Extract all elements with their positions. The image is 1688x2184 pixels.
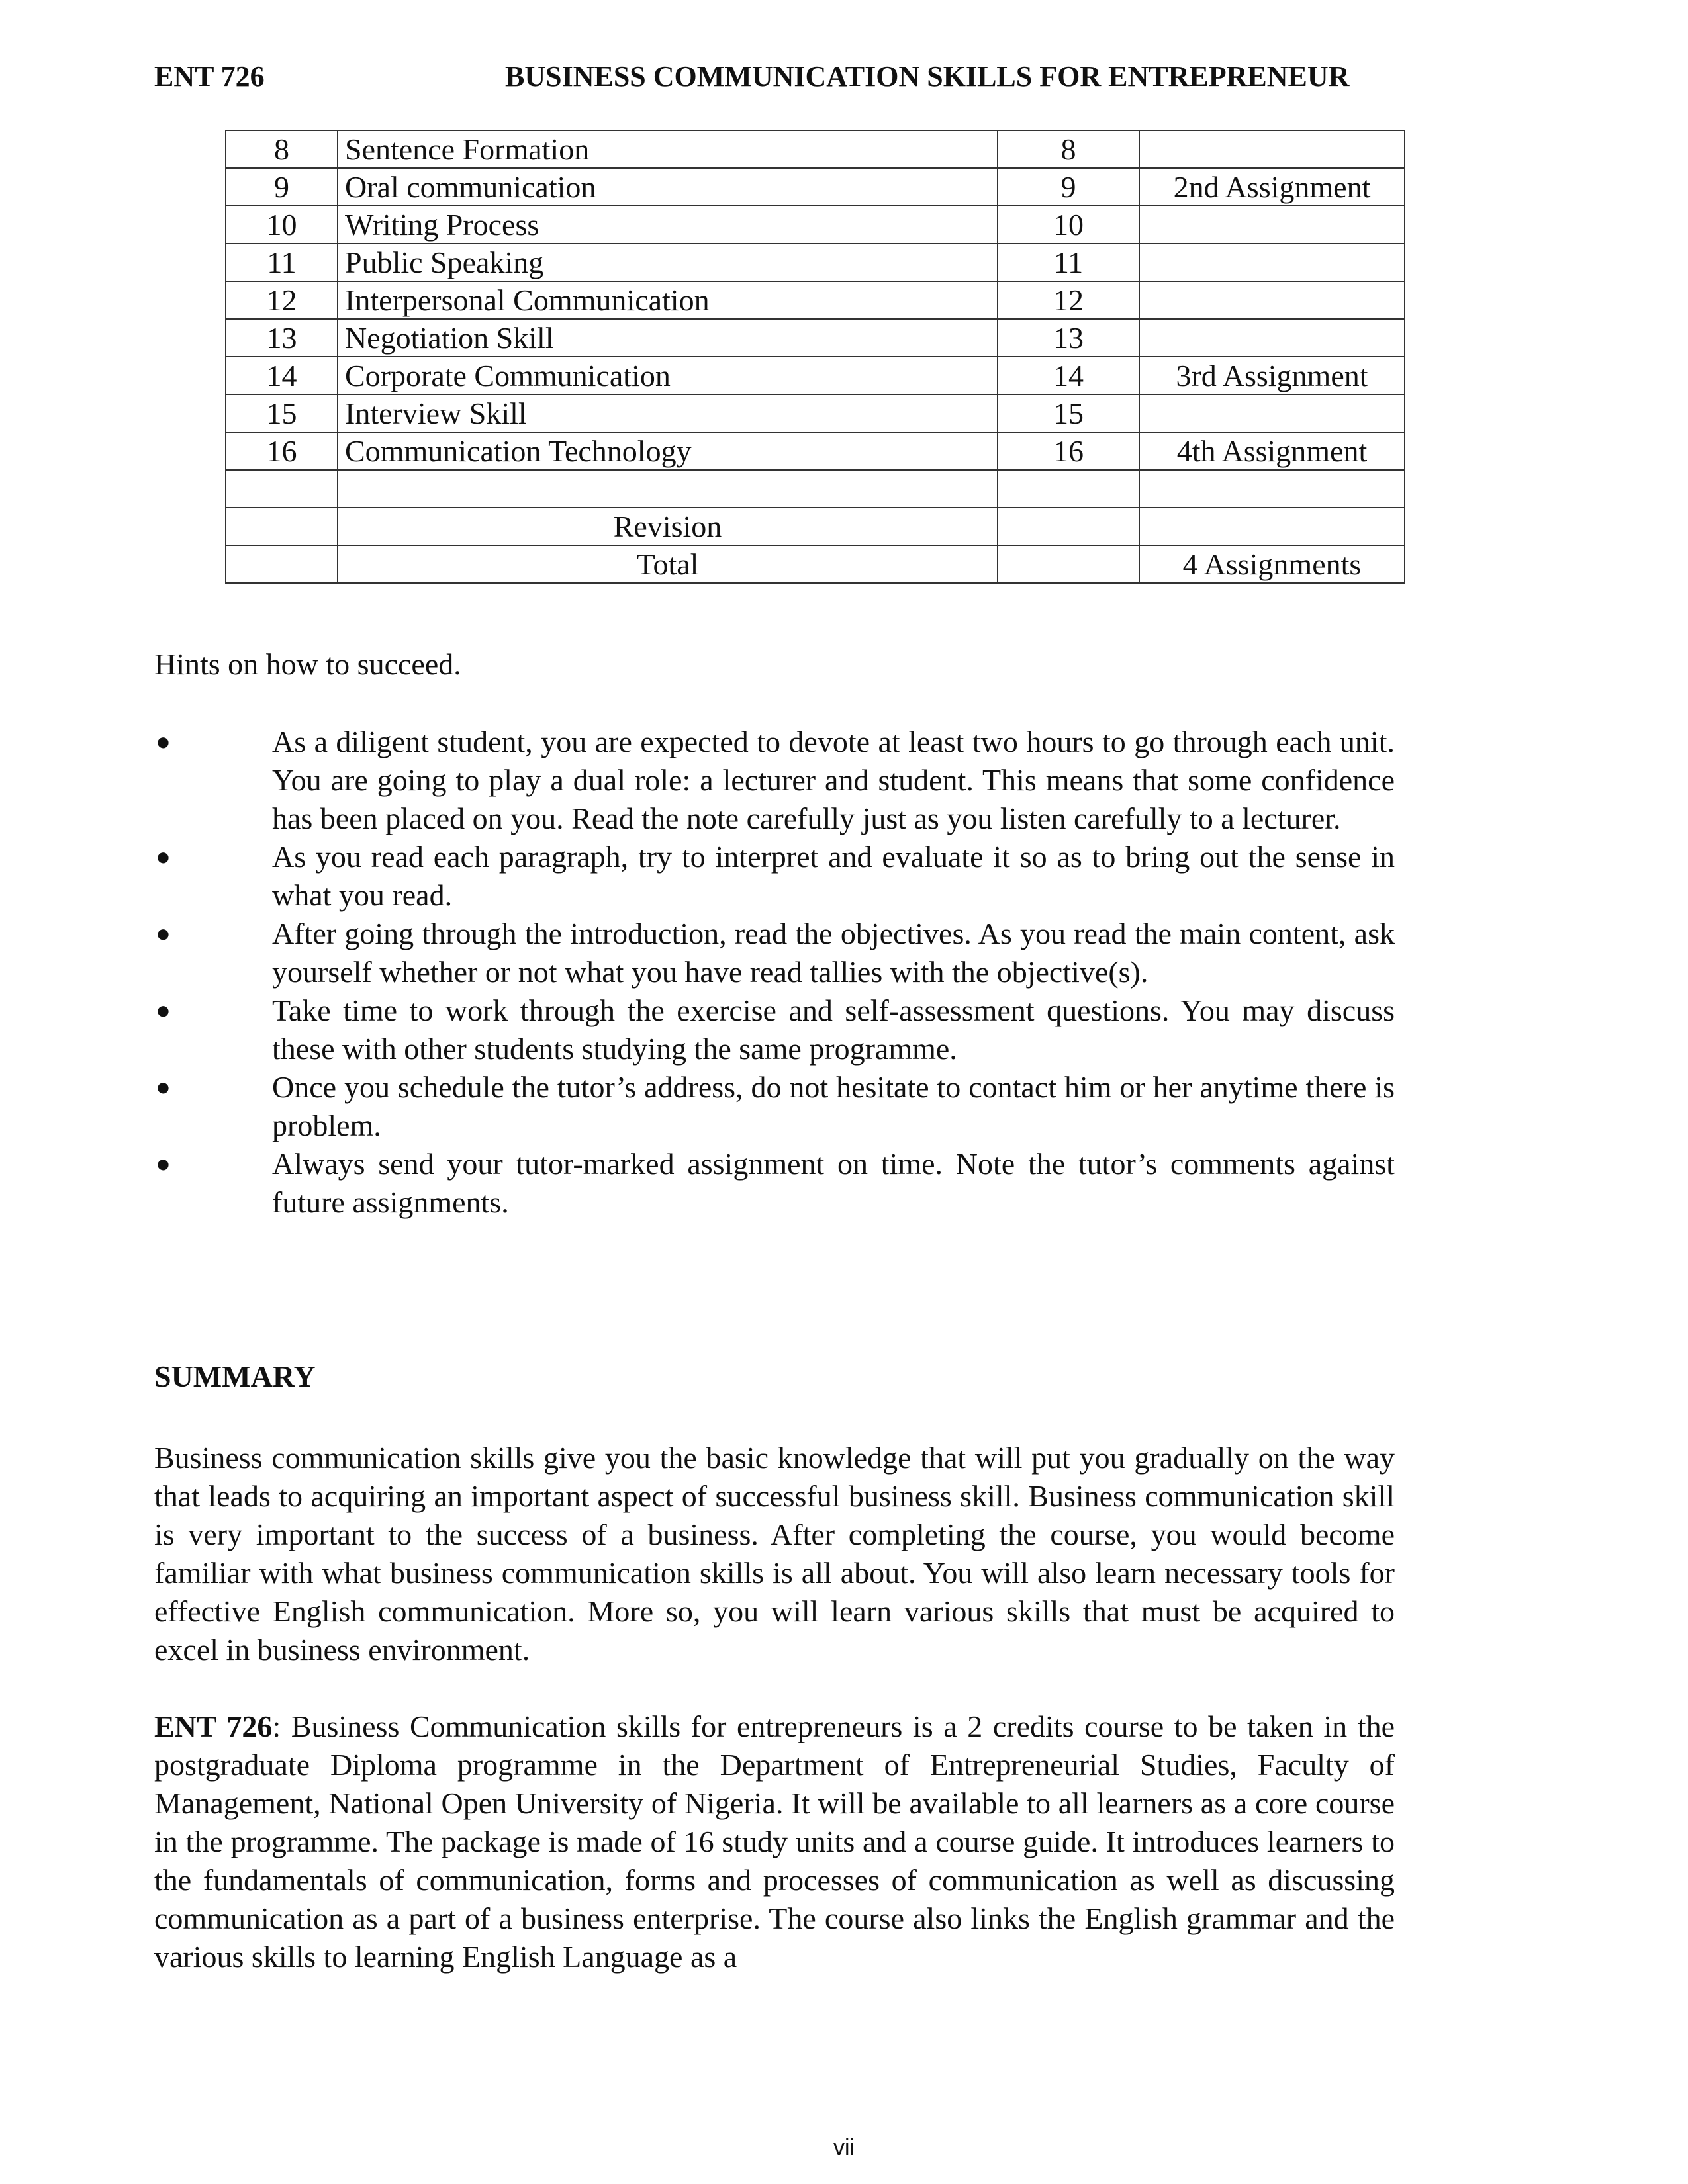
unit-number-cell: 15 (226, 394, 338, 432)
assignment-cell (1139, 470, 1405, 508)
unit-title-cell: Interview Skill (338, 394, 998, 432)
unit-number-cell: 16 (226, 432, 338, 470)
table-row (226, 168, 1405, 206)
bullet-icon: ● (156, 728, 171, 756)
unit-number-cell (226, 508, 338, 545)
week-cell: 8 (998, 130, 1139, 168)
unit-number-cell (226, 545, 338, 583)
list-item (154, 1145, 1395, 1222)
unit-number-cell (226, 470, 338, 508)
page-number: vii (833, 2135, 855, 2160)
header-course-code: ENT 726 (154, 60, 265, 93)
table-row (226, 281, 1405, 319)
total-label: Total (338, 545, 998, 583)
course-description-paragraph (154, 1707, 1395, 1976)
list-item (154, 723, 1395, 838)
course-code-emphasis: ENT 726 (154, 1709, 273, 1743)
assignment-cell (1139, 394, 1405, 432)
hint-text: As you read each paragraph, try to interpret and evaluate it so as to bring out the sense in what you read. (272, 840, 1395, 912)
list-item (154, 991, 1395, 1068)
hint-text: After going through the introduction, read the objectives. As you read the main content, ask yourself whether or not what you have read tallies with the objective(s). (272, 917, 1395, 989)
list-item (154, 915, 1395, 991)
table-row (226, 130, 1405, 168)
week-cell (998, 508, 1139, 545)
table-row (226, 357, 1405, 394)
bullet-icon: ● (156, 920, 171, 948)
week-cell: 13 (998, 319, 1139, 357)
week-cell: 10 (998, 206, 1139, 244)
unit-number-cell: 12 (226, 281, 338, 319)
week-cell: 11 (998, 244, 1139, 281)
unit-number-cell: 8 (226, 130, 338, 168)
unit-title-cell: Negotiation Skill (338, 319, 998, 357)
table-row (226, 319, 1405, 357)
unit-title-cell: Oral communication (338, 168, 998, 206)
week-cell: 12 (998, 281, 1139, 319)
unit-title-cell: Sentence Formation (338, 130, 998, 168)
revision-label: Revision (338, 508, 998, 545)
list-item (154, 1068, 1395, 1145)
summary-heading: SUMMARY (154, 1359, 316, 1393)
bullet-icon: ● (156, 997, 171, 1024)
hint-text: Once you schedule the tutor’s address, do not hesitate to contact him or her anytime there is problem. (272, 1070, 1395, 1142)
hints-title: Hints on how to succeed. (154, 647, 461, 681)
assignment-cell: 2nd Assignment (1139, 168, 1405, 206)
week-cell: 15 (998, 394, 1139, 432)
assignment-cell (1139, 206, 1405, 244)
unit-number-cell: 11 (226, 244, 338, 281)
bullet-icon: ● (156, 843, 171, 871)
total-assignments: 4 Assignments (1139, 545, 1405, 583)
unit-number-cell: 13 (226, 319, 338, 357)
table-row (226, 394, 1405, 432)
week-cell (998, 545, 1139, 583)
summary-paragraph: Business communication skills give you the basic knowledge that will put you gradually on the way that leads to acquiring an important aspect of successful business skill. Business communication skill is very important to the success of a business. After completing the course, you would become familiar with what business communication skills is all about. You will also learn necessary tools for effective English communication. More so, you will learn various skills that must be acquired to excel in business environment. (154, 1441, 1395, 1666)
unit-title-cell: Writing Process (338, 206, 998, 244)
unit-number-cell: 9 (226, 168, 338, 206)
unit-number-cell: 10 (226, 206, 338, 244)
course-description-text: : Business Communication skills for entrepreneurs is a 2 credits course to be taken in the postgraduate Diploma programme in the Department of Entrepreneurial Studies, Faculty of Management, National Open University of Nigeria. It will be available to all learners as a core course in the programme. The package is made of 16 study units and a course guide. It introduces learners to the fundamentals of communication, forms and processes of communication as well as discussing communication as a part of a business enterprise. The course also links the English grammar and the various skills to learning English Language as a (154, 1709, 1395, 1974)
hints-list (154, 723, 1395, 1222)
week-cell: 14 (998, 357, 1139, 394)
table-row (226, 244, 1405, 281)
unit-title-cell: Public Speaking (338, 244, 998, 281)
unit-title-cell: Communication Technology (338, 432, 998, 470)
week-cell: 9 (998, 168, 1139, 206)
table-row-revision (226, 508, 1405, 545)
assignment-cell (1139, 130, 1405, 168)
schedule-table-body (226, 130, 1405, 583)
hint-text: Always send your tutor-marked assignment on time. Note the tutor’s comments against future assignments. (272, 1147, 1395, 1219)
assignment-cell: 4th Assignment (1139, 432, 1405, 470)
table-row (226, 432, 1405, 470)
assignment-cell (1139, 319, 1405, 357)
unit-title-cell: Corporate Communication (338, 357, 998, 394)
assignment-cell (1139, 508, 1405, 545)
table-row (226, 206, 1405, 244)
table-row-total (226, 545, 1405, 583)
bullet-icon: ● (156, 1073, 171, 1101)
header-course-title: BUSINESS COMMUNICATION SKILLS FOR ENTREPRENEUR (505, 60, 1350, 93)
bullet-icon: ● (156, 1150, 171, 1178)
unit-title-cell (338, 470, 998, 508)
assignment-cell: 3rd Assignment (1139, 357, 1405, 394)
week-cell (998, 470, 1139, 508)
week-cell: 16 (998, 432, 1139, 470)
assignment-cell (1139, 281, 1405, 319)
unit-title-cell: Interpersonal Communication (338, 281, 998, 319)
list-item (154, 838, 1395, 915)
hint-text: Take time to work through the exercise and self-assessment questions. You may discuss these with other students studying the same programme. (272, 993, 1395, 1066)
table-row-empty (226, 470, 1405, 508)
assignment-cell (1139, 244, 1405, 281)
hint-text: As a diligent student, you are expected to devote at least two hours to go through each unit. You are going to play a dual role: a lecturer and student. This means that some confidence has been placed on you. Read the note carefully just as you listen carefully to a lecturer. (272, 725, 1395, 835)
course-schedule-table (225, 130, 1405, 584)
unit-number-cell: 14 (226, 357, 338, 394)
